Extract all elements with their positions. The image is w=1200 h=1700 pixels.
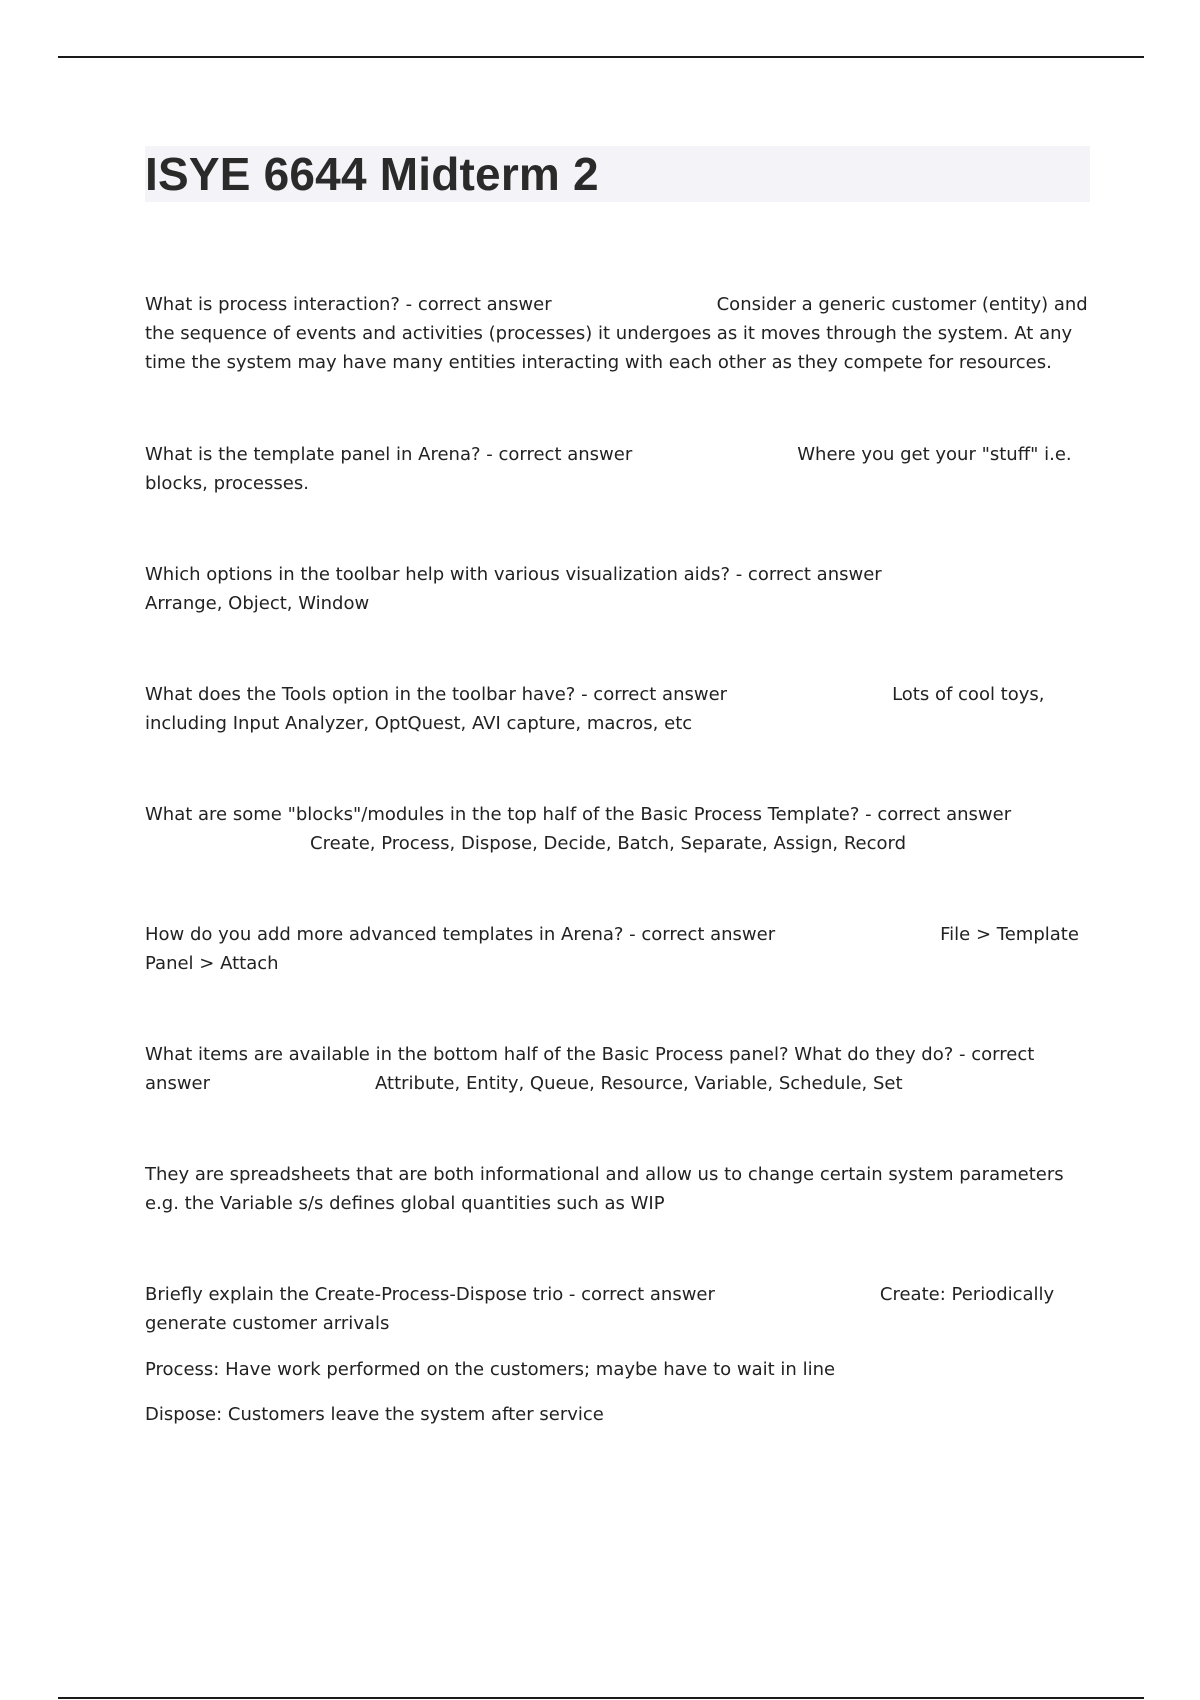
qa-item-bottom-half-items xyxy=(145,1040,1090,1098)
answer-text: Arrange, Object, Window xyxy=(145,593,370,614)
answer-text: Where you get your "stuff" i.e. blocks, processes. xyxy=(145,444,1072,494)
question-text: How do you add more advanced templates in Arena? - correct answer xyxy=(145,924,776,945)
bottom-rule xyxy=(58,1697,1144,1699)
question-text: What items are available in the bottom half of the Basic Process panel? What do they do? - correct answer xyxy=(145,1044,1035,1094)
spreadsheet-explanation: They are spreadsheets that are both informational and allow us to change certain system parameters e.g. the Variable s/s defines global quantities such as WIP xyxy=(145,1164,1064,1214)
qa-item-process-interaction xyxy=(145,290,1090,377)
answer-text: Lots of cool toys, including Input Analyzer, OptQuest, AVI capture, macros, etc xyxy=(145,684,1045,734)
page-title: ISYE 6644 Midterm 2 xyxy=(145,148,599,200)
qa-item-advanced-templates xyxy=(145,920,1090,978)
answer-text: Create: Periodically generate customer arrivals xyxy=(145,1284,1055,1334)
question-text: Briefly explain the Create-Process-Dispose trio - correct answer xyxy=(145,1284,715,1305)
top-rule xyxy=(58,56,1144,58)
question-text: What are some "blocks"/modules in the top half of the Basic Process Template? - correct answer xyxy=(145,804,1012,825)
answer-text: Attribute, Entity, Queue, Resource, Variable, Schedule, Set xyxy=(375,1073,903,1094)
process-line: Process: Have work performed on the customers; maybe have to wait in line xyxy=(145,1359,836,1380)
answer-text: Create, Process, Dispose, Decide, Batch, Separate, Assign, Record xyxy=(310,833,907,854)
question-text: What is process interaction? - correct answer xyxy=(145,294,552,315)
qa-item-visualization-aids xyxy=(145,560,1090,618)
qa-item-top-half-modules xyxy=(145,800,1090,858)
qa-item-create-process-dispose xyxy=(145,1280,1090,1338)
question-text: What is the template panel in Arena? - correct answer xyxy=(145,444,633,465)
question-text: Which options in the toolbar help with various visualization aids? - correct answer xyxy=(145,564,882,585)
qa-item-tools-option xyxy=(145,680,1090,738)
qa-item-template-panel xyxy=(145,440,1090,498)
answer-text: Consider a generic customer (entity) and the sequence of events and activities (processes) it undergoes as it moves through the system. At any time the system may have many entities interacting with each other as they compete for resources. xyxy=(145,294,1088,373)
answer-text: File > Template Panel > Attach xyxy=(145,924,1079,974)
question-text: What does the Tools option in the toolbar have? - correct answer xyxy=(145,684,728,705)
dispose-line: Dispose: Customers leave the system after service xyxy=(145,1404,604,1425)
